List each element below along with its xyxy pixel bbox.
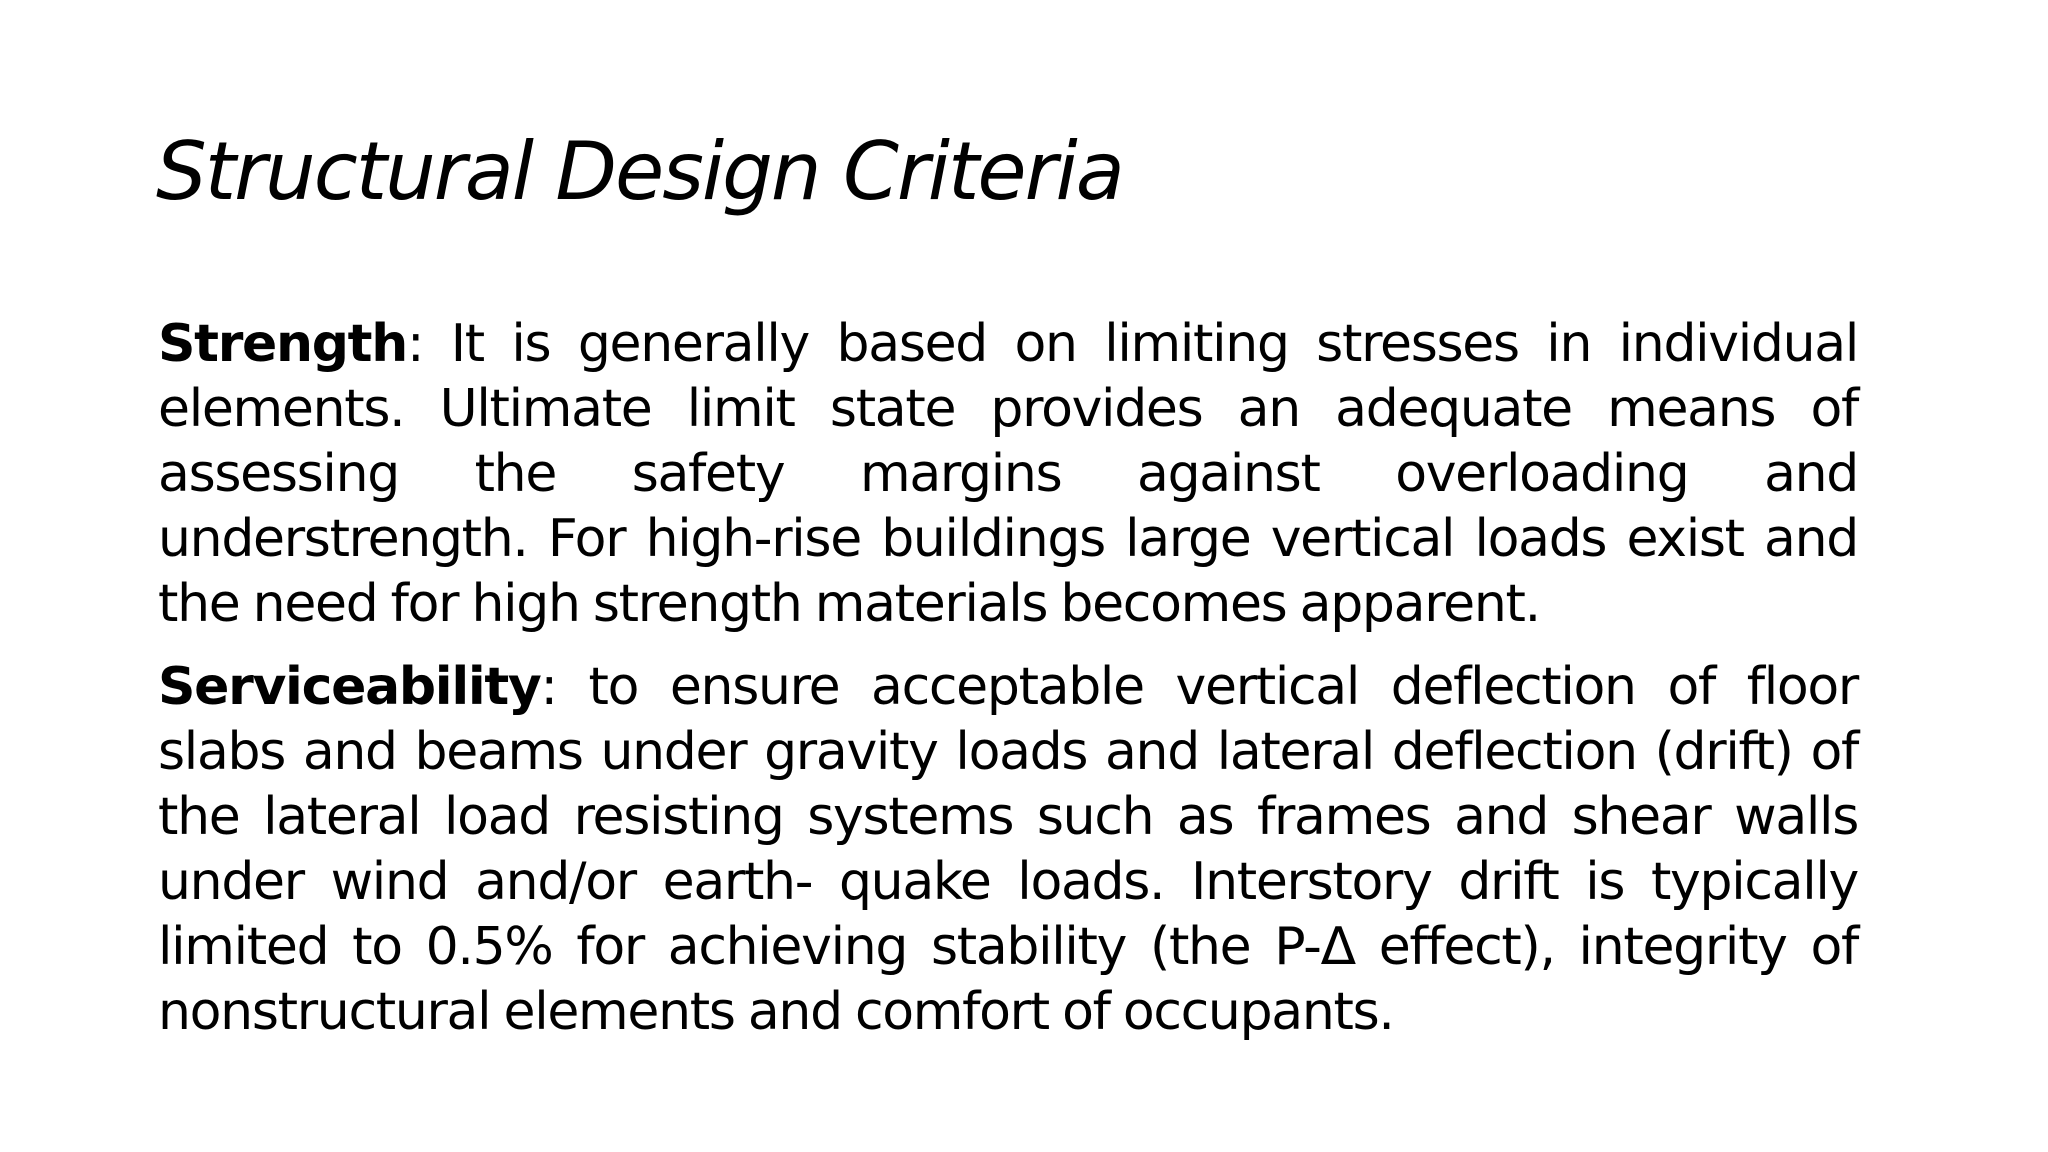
paragraph-strength [158,312,1858,637]
paragraph-serviceability-text: : to ensure acceptable vertical deflection of floor slabs and beams under gravity loads and lateral deflection (drift) of the lateral load resisting systems such as frames and shear walls under wind and/or earth- quake loads. Interstory drift is typically limited to 0.5% for achieving stability (the P-Δ effect), integrity of nonstructural elements and comfort of occupants. [158,657,1858,1042]
slide-title: Structural Design Criteria [156,125,1123,218]
slide-body [158,312,1858,1063]
paragraph-strength-text: : It is generally based on limiting stresses in individual elements. Ultimate limit state provides an adequate means of assessing the safety margins against overloading and understrength. For high-rise buildings large vertical loads exist and the need for high strength materials becomes apparent. [158,314,1858,634]
term-strength: Strength [158,314,407,374]
paragraph-serviceability [158,655,1858,1045]
term-serviceability: Serviceability [158,657,541,717]
